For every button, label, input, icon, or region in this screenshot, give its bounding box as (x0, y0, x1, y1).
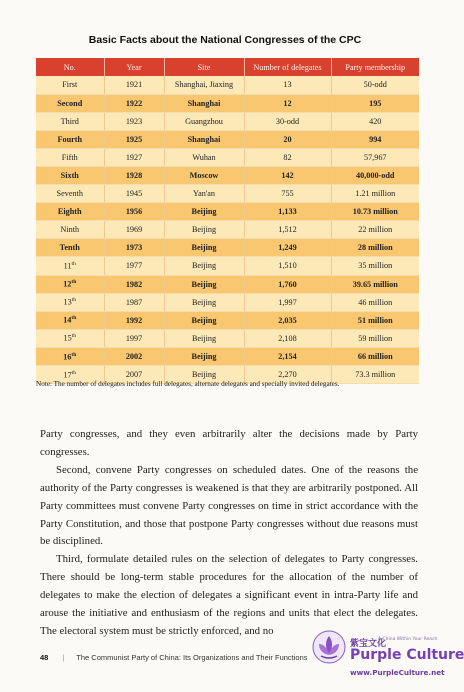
header-no: No. (36, 58, 104, 76)
cell-no: 16th (36, 347, 104, 365)
cell-year: 1945 (104, 185, 164, 203)
page-footer (40, 653, 308, 662)
table-row (36, 112, 419, 130)
cell-site: Beijing (164, 311, 244, 329)
cell-delegates: 82 (244, 148, 331, 166)
cell-site: Shanghai (164, 130, 244, 148)
table-row (36, 275, 419, 293)
table-title: Basic Facts about the National Congresses of the CPC (88, 34, 362, 46)
cell-delegates: 20 (244, 130, 331, 148)
cell-site: Moscow (164, 166, 244, 184)
footer-separator: | (62, 653, 65, 662)
cell-delegates: 30-odd (244, 112, 331, 130)
table-row (36, 347, 419, 365)
cell-no: 11th (36, 257, 104, 275)
cell-no: Fifth (36, 148, 104, 166)
cell-delegates: 2,154 (244, 347, 331, 365)
cell-delegates: 1,997 (244, 293, 331, 311)
watermark-tagline: A China Within Your Reach (378, 637, 438, 642)
cell-site: Beijing (164, 329, 244, 347)
table-row (36, 239, 419, 257)
cell-membership: 1.21 million (331, 185, 419, 203)
header-site: Site (164, 58, 244, 76)
cell-year: 1997 (104, 329, 164, 347)
cell-membership: 35 million (331, 257, 419, 275)
cell-no: Ninth (36, 221, 104, 239)
cell-no: 14th (36, 311, 104, 329)
cell-membership: 10.73 million (331, 203, 419, 221)
cell-no: 12th (36, 275, 104, 293)
cell-delegates: 13 (244, 76, 331, 94)
cell-membership: 28 million (331, 239, 419, 257)
cell-delegates: 12 (244, 94, 331, 112)
cell-membership: 46 million (331, 293, 419, 311)
table-row (36, 221, 419, 239)
cell-year: 1977 (104, 257, 164, 275)
cell-year: 1982 (104, 275, 164, 293)
cell-membership: 51 million (331, 311, 419, 329)
cell-site: Beijing (164, 203, 244, 221)
watermark-chinese: 紫宝文化 (350, 639, 387, 649)
cell-membership: 40,000-odd (331, 166, 419, 184)
cell-site: Shanghai (164, 94, 244, 112)
table-row (36, 130, 419, 148)
watermark-url: www.PurpleCulture.net (350, 668, 445, 677)
cell-year: 1927 (104, 148, 164, 166)
table-row (36, 293, 419, 311)
cell-delegates: 1,249 (244, 239, 331, 257)
cell-delegates: 755 (244, 185, 331, 203)
cell-year: 1992 (104, 311, 164, 329)
cell-membership: 66 million (331, 347, 419, 365)
cell-site: Shanghai, Jiaxing (164, 76, 244, 94)
cell-year: 1987 (104, 293, 164, 311)
cell-no: Second (36, 94, 104, 112)
cell-year: 1925 (104, 130, 164, 148)
cell-site: Beijing (164, 221, 244, 239)
table-row (36, 185, 419, 203)
cell-site: Guangzhou (164, 112, 244, 130)
cell-delegates: 1,512 (244, 221, 331, 239)
table-header-row (36, 58, 419, 76)
cell-site: Beijing (164, 366, 244, 384)
cell-year: 1969 (104, 221, 164, 239)
table-row (36, 76, 419, 94)
cell-year: 1922 (104, 94, 164, 112)
table-note: Note: The number of delegates includes full delegates, alternate delegates and specially invited delegates. (36, 380, 340, 388)
cell-delegates: 1,510 (244, 257, 331, 275)
cell-membership: 22 million (331, 221, 419, 239)
cell-no: Eighth (36, 203, 104, 221)
cell-membership: 994 (331, 130, 419, 148)
table-row (36, 148, 419, 166)
cell-site: Yan'an (164, 185, 244, 203)
cell-membership: 39.65 million (331, 275, 419, 293)
purple-culture-watermark (312, 622, 464, 686)
cell-no: First (36, 76, 104, 94)
cell-membership: 59 million (331, 329, 419, 347)
cell-site: Beijing (164, 347, 244, 365)
cell-no: 13th (36, 293, 104, 311)
table-row (36, 311, 419, 329)
cell-site: Wuhan (164, 148, 244, 166)
body-text (40, 426, 418, 641)
cell-membership: 50-odd (331, 76, 419, 94)
running-book-title: The Communist Party of China: Its Organizations and Their Functions (76, 653, 308, 662)
cell-delegates: 2,270 (244, 366, 331, 384)
cell-delegates: 142 (244, 166, 331, 184)
table-row (36, 257, 419, 275)
cell-membership: 73.3 million (331, 366, 419, 384)
cell-year: 2007 (104, 366, 164, 384)
cell-membership: 420 (331, 112, 419, 130)
cell-site: Beijing (164, 293, 244, 311)
cell-delegates: 2,035 (244, 311, 331, 329)
body-paragraph: Second, convene Party congresses on scheduled dates. One of the reasons the authority of the Party congresses is weakened is that they are arbitrarily postponed. All Party committees must convene Party congresses on time in strict accordance with the Party Constitution, and those that postpone Party congresses without due reasons must be disciplined. (40, 463, 418, 548)
cell-delegates: 1,760 (244, 275, 331, 293)
cell-year: 1956 (104, 203, 164, 221)
cell-delegates: 1,133 (244, 203, 331, 221)
congress-facts-table (36, 58, 419, 384)
table-row (36, 203, 419, 221)
table-row (36, 329, 419, 347)
cell-year: 1928 (104, 166, 164, 184)
header-membership: Party membership (331, 58, 419, 76)
cell-no: 17th (36, 366, 104, 384)
cell-year: 1921 (104, 76, 164, 94)
cell-site: Beijing (164, 239, 244, 257)
cell-no: Tenth (36, 239, 104, 257)
header-year: Year (104, 58, 164, 76)
cell-no: Sixth (36, 166, 104, 184)
cell-delegates: 2,108 (244, 329, 331, 347)
watermark-name: Purple Culture (350, 647, 464, 663)
table-body (36, 76, 419, 384)
lotus-logo-icon (312, 630, 346, 664)
table-row (36, 166, 419, 184)
cell-site: Beijing (164, 257, 244, 275)
cell-membership: 57,967 (331, 148, 419, 166)
cell-no: Third (36, 112, 104, 130)
cell-no: Seventh (36, 185, 104, 203)
cell-year: 2002 (104, 347, 164, 365)
cell-no: 15th (36, 329, 104, 347)
cell-year: 1973 (104, 239, 164, 257)
header-delegates: Number of delegates (244, 58, 331, 76)
table-row (36, 94, 419, 112)
cell-membership: 195 (331, 94, 419, 112)
body-paragraph: Third, formulate detailed rules on the selection of delegates to Party congresses. There should be long-term stable procedures for the allocation of the number of delegates to make the election of delegates a significant event in intra-Party life and arouse the initiative and enthusiasm of the regions and units that elect the delegates. The electoral system must be strictly enforced, and no (40, 553, 418, 637)
cell-site: Beijing (164, 275, 244, 293)
cell-year: 1923 (104, 112, 164, 130)
cell-no: Fourth (36, 130, 104, 148)
page-number: 48 (40, 653, 49, 662)
body-paragraph: Party congresses, and they even arbitrarily alter the decisions made by Party congresses. (40, 428, 418, 458)
